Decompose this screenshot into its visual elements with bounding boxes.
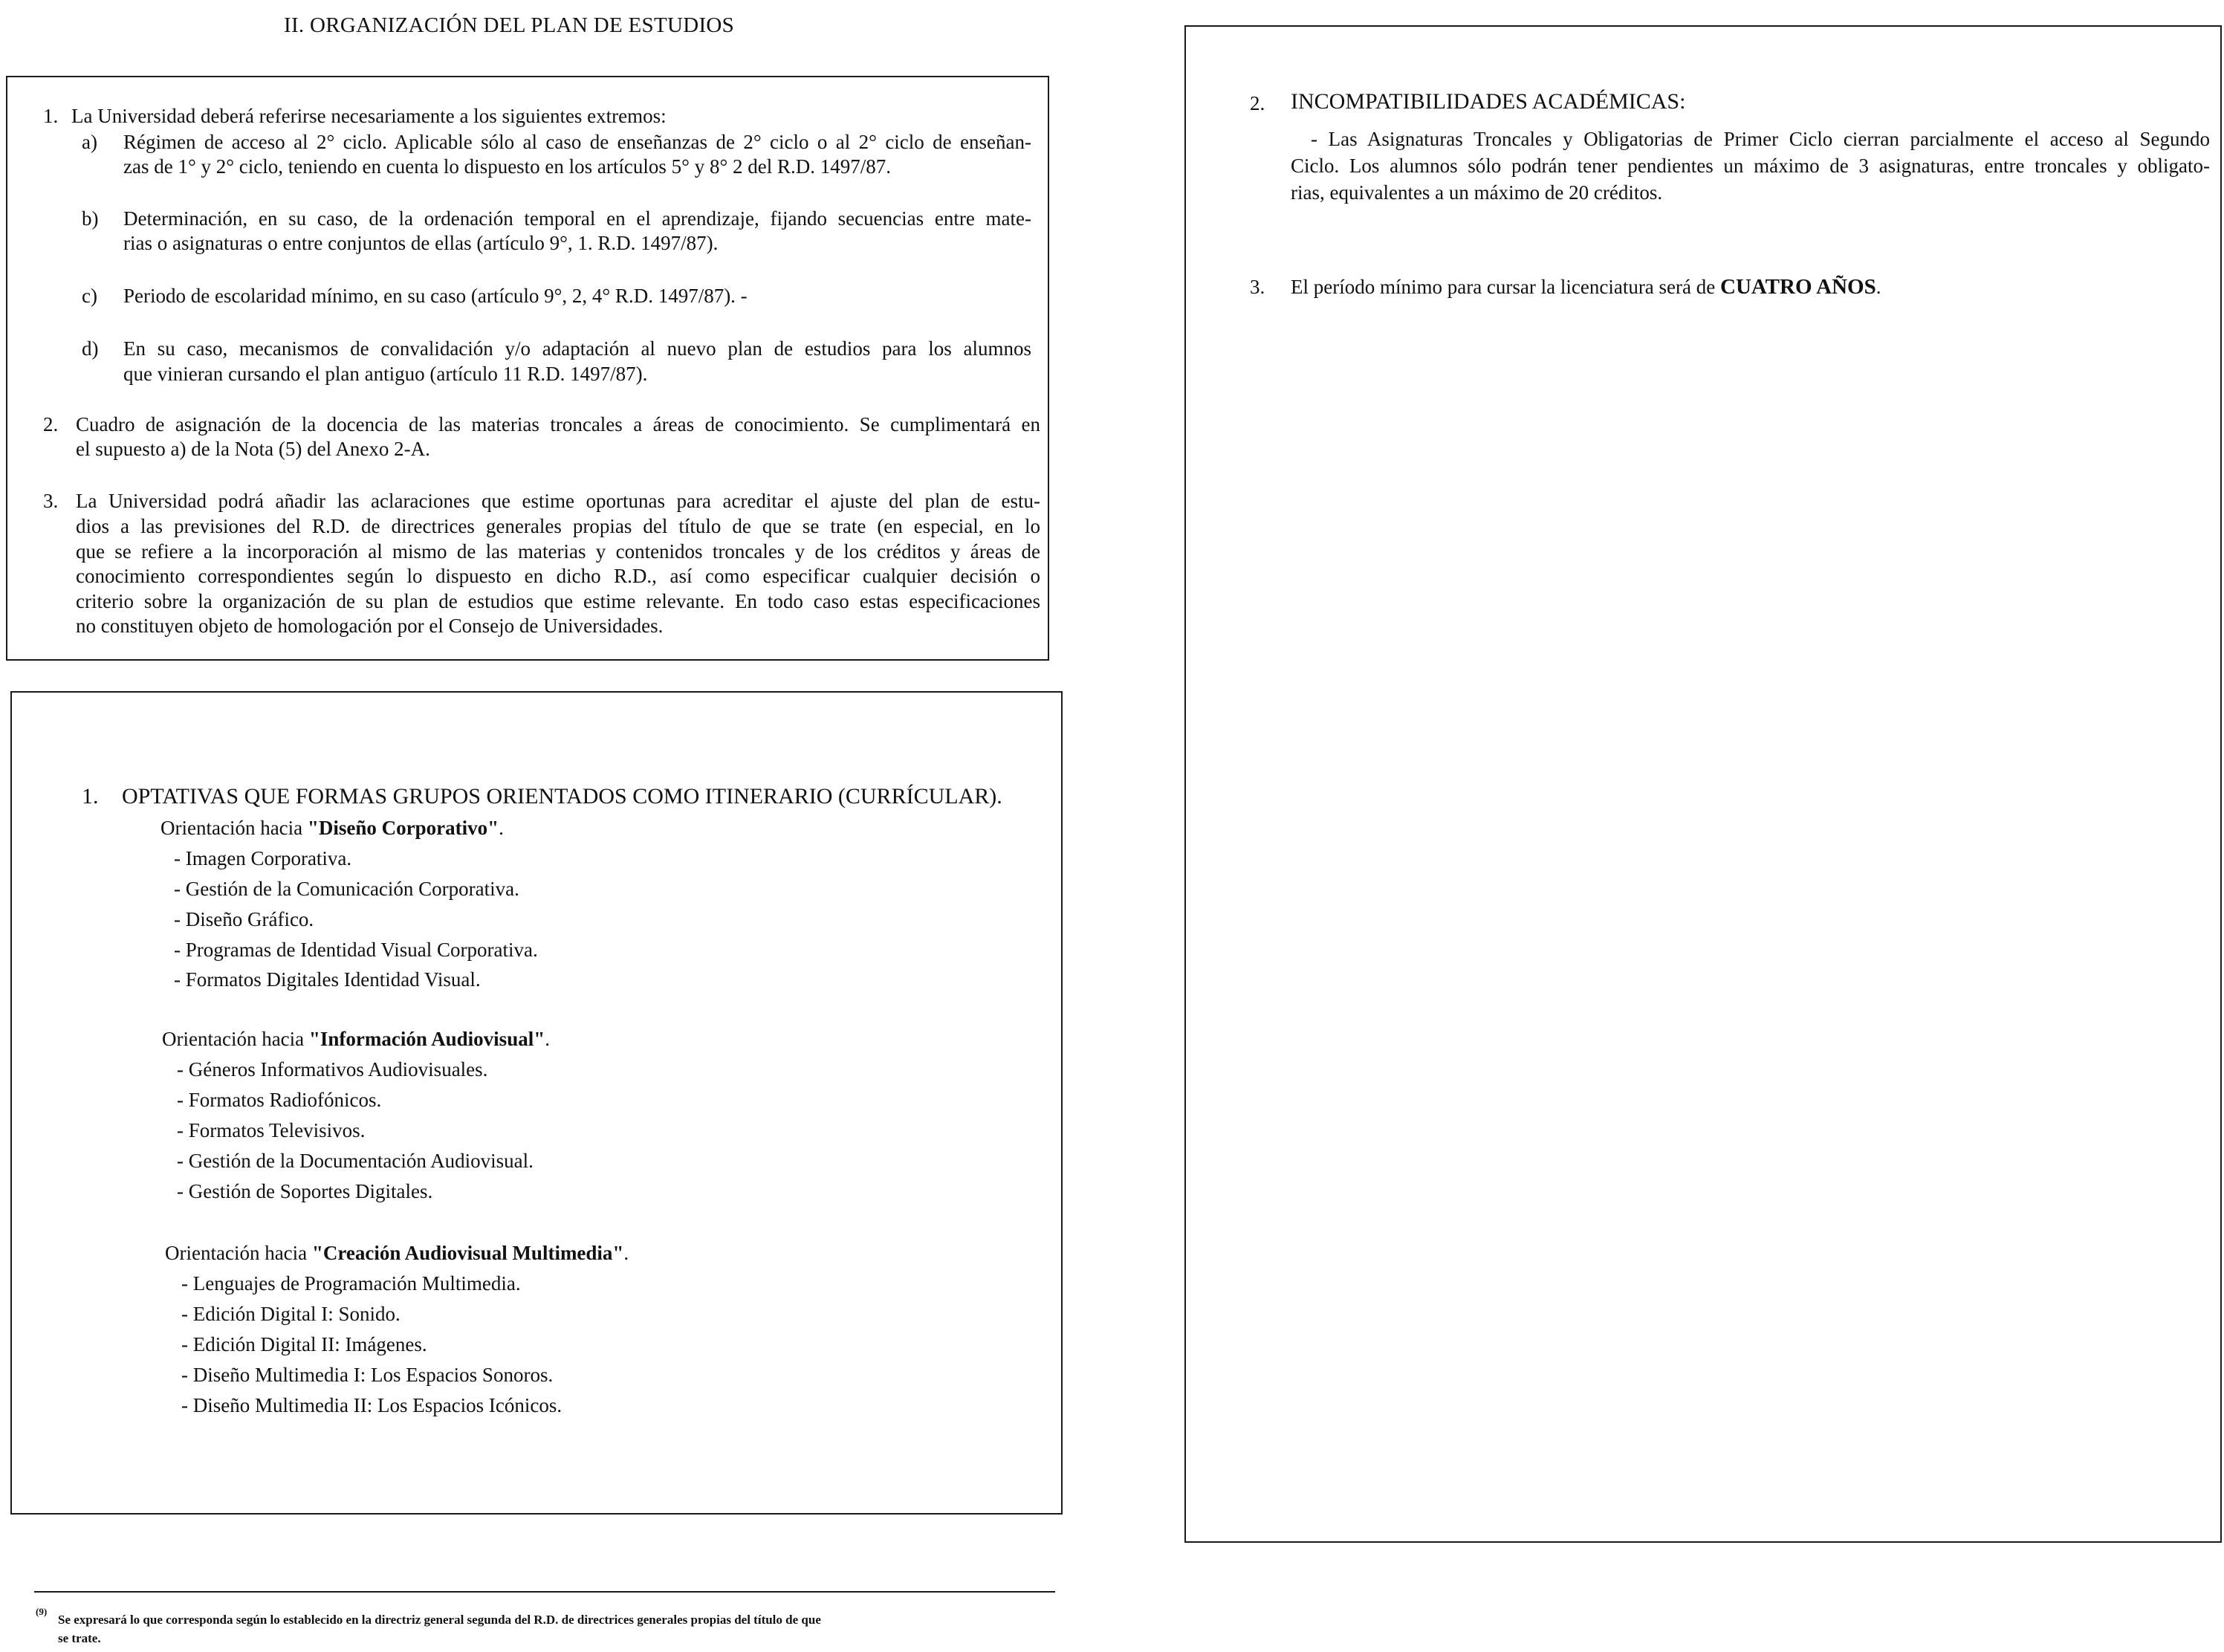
item-2-line-1: Cuadro de asignación de la docencia de las materias troncales a áreas de conocimiento. Se cumplimentará en bbox=[76, 413, 1040, 435]
incompatibilities-title: INCOMPATIBILIDADES ACADÉMICAS: bbox=[1291, 89, 1686, 114]
sub-d-letter: d) bbox=[82, 337, 99, 360]
orientation-1-title: Orientación hacia "Diseño Corporativo". bbox=[161, 817, 504, 839]
right-item-2-number: 2. bbox=[1250, 92, 1265, 114]
orientation-3-item: - Diseño Multimedia II: Los Espacios Icónicos. bbox=[181, 1394, 563, 1416]
item-2-number: 2. bbox=[43, 413, 59, 435]
orientation-1-item: - Imagen Corporativa. bbox=[174, 847, 352, 869]
footnote-marker: (9) bbox=[36, 1606, 48, 1617]
orientation-3-item: - Lenguajes de Programación Multimedia. bbox=[181, 1272, 521, 1295]
item-3-line-2: dios a las previsiones del R.D. de directrices generales propias del título de que se trate (en especial, en lo bbox=[76, 515, 1040, 537]
footnote-line-2: se trate. bbox=[58, 1631, 101, 1645]
sub-d-line-2: que vinieran cursando el plan antiguo (artículo 11 R.D. 1497/87). bbox=[123, 363, 648, 385]
orientation-1-item: - Formatos Digitales Identidad Visual. bbox=[174, 968, 481, 991]
item-3-line-3: que se refiere a la incorporación al mismo de las materias y contenidos troncales y de los créditos y áreas de bbox=[76, 540, 1040, 563]
page-title: II. ORGANIZACIÓN DEL PLAN DE ESTUDIOS bbox=[284, 13, 735, 37]
item-2-line-2: el supuesto a) de la Nota (5) del Anexo 2-A. bbox=[76, 438, 430, 460]
sub-a-line-1: Régimen de acceso al 2° ciclo. Aplicable sólo al caso de enseñanzas de 2° ciclo o al 2° ciclo de enseñan- bbox=[123, 131, 1031, 153]
item-3-number: 3. bbox=[43, 490, 59, 512]
footnote-rule bbox=[34, 1591, 1055, 1593]
orientation-3-title: Orientación hacia "Creación Audiovisual Multimedia". bbox=[165, 1242, 629, 1264]
item-3-line-4: conocimiento correspondientes según lo dispuesto en dicho R.D., así como especificar cualquier decisión o bbox=[76, 565, 1040, 587]
orientation-1-item: - Programas de Identidad Visual Corporativa. bbox=[174, 939, 538, 961]
minimum-period-text: El período mínimo para cursar la licenciatura será de CUATRO AÑOS. bbox=[1291, 275, 1881, 299]
orientation-1-item: - Gestión de la Comunicación Corporativa. bbox=[174, 878, 519, 900]
orientation-3-item: - Diseño Multimedia I: Los Espacios Sonoros. bbox=[181, 1364, 554, 1386]
footnote-line-1: Se expresará lo que corresponda según lo establecido en la directriz general segunda del R.D. de directrices generales propias del título de que bbox=[58, 1613, 821, 1627]
orientation-3-item: - Edición Digital II: Imágenes. bbox=[181, 1333, 427, 1355]
orientation-2-item: - Géneros Informativos Audiovisuales. bbox=[177, 1058, 488, 1081]
orientation-1-item: - Diseño Gráfico. bbox=[174, 908, 314, 930]
orientation-2-item: - Formatos Radiofónicos. bbox=[177, 1089, 382, 1111]
item-3-line-5: criterio sobre la organización de su plan de estudios que estime relevante. En todo caso estas especificaciones bbox=[76, 590, 1040, 612]
orientation-2-title: Orientación hacia "Información Audiovisual". bbox=[162, 1028, 550, 1050]
item-3-line-6: no constituyen objeto de homologación por el Consejo de Universidades. bbox=[76, 615, 664, 637]
sub-b-line-1: Determinación, en su caso, de la ordenación temporal en el aprendizaje, fijando secuencias entre mate- bbox=[123, 207, 1031, 230]
right-box bbox=[1184, 25, 2222, 1543]
sub-b-letter: b) bbox=[82, 207, 99, 230]
item-3-line-1: La Universidad podrá añadir las aclaraciones que estime oportunas para acreditar el ajuste del plan de estu- bbox=[76, 490, 1040, 512]
optatives-number: 1. bbox=[82, 784, 99, 809]
sub-b-line-2: rias o asignaturas o entre conjuntos de ellas (artículo 9°, 1. R.D. 1497/87). bbox=[123, 232, 719, 254]
sub-a-line-2: zas de 1° y 2° ciclo, teniendo en cuenta lo dispuesto en los artículos 5° y 8° 2 del R.D. 1497/87. bbox=[123, 155, 891, 178]
item-1-number: 1. bbox=[43, 105, 59, 127]
right-item-3-number: 3. bbox=[1250, 276, 1265, 298]
orientation-2-item: - Gestión de la Documentación Audiovisual. bbox=[177, 1150, 534, 1172]
sub-c-letter: c) bbox=[82, 285, 97, 307]
incompatibilities-line-1: - Las Asignaturas Troncales y Obligatorias de Primer Ciclo cierran parcialmente el acceso al Segundo bbox=[1311, 128, 2210, 150]
item-1-text: La Universidad deberá referirse necesariamente a los siguientes extremos: bbox=[71, 105, 667, 127]
sub-c-line-1: Periodo de escolaridad mínimo, en su caso (artículo 9°, 2, 4° R.D. 1497/87). - bbox=[123, 285, 748, 307]
orientation-2-item: - Formatos Televisivos. bbox=[177, 1119, 366, 1141]
orientation-3-item: - Edición Digital I: Sonido. bbox=[181, 1303, 401, 1325]
orientation-2-item: - Gestión de Soportes Digitales. bbox=[177, 1180, 433, 1202]
incompatibilities-line-3: rias, equivalentes a un máximo de 20 créditos. bbox=[1291, 181, 1663, 204]
sub-a-letter: a) bbox=[82, 131, 97, 153]
incompatibilities-line-2: Ciclo. Los alumnos sólo podrán tener pendientes un máximo de 3 asignaturas, entre troncales y obligato- bbox=[1291, 155, 2210, 177]
optatives-heading: OPTATIVAS QUE FORMAS GRUPOS ORIENTADOS COMO ITINERARIO (CURRÍCULAR). bbox=[122, 784, 1002, 809]
sub-d-line-1: En su caso, mecanismos de convalidación y/o adaptación al nuevo plan de estudios para los alumnos bbox=[123, 337, 1031, 360]
